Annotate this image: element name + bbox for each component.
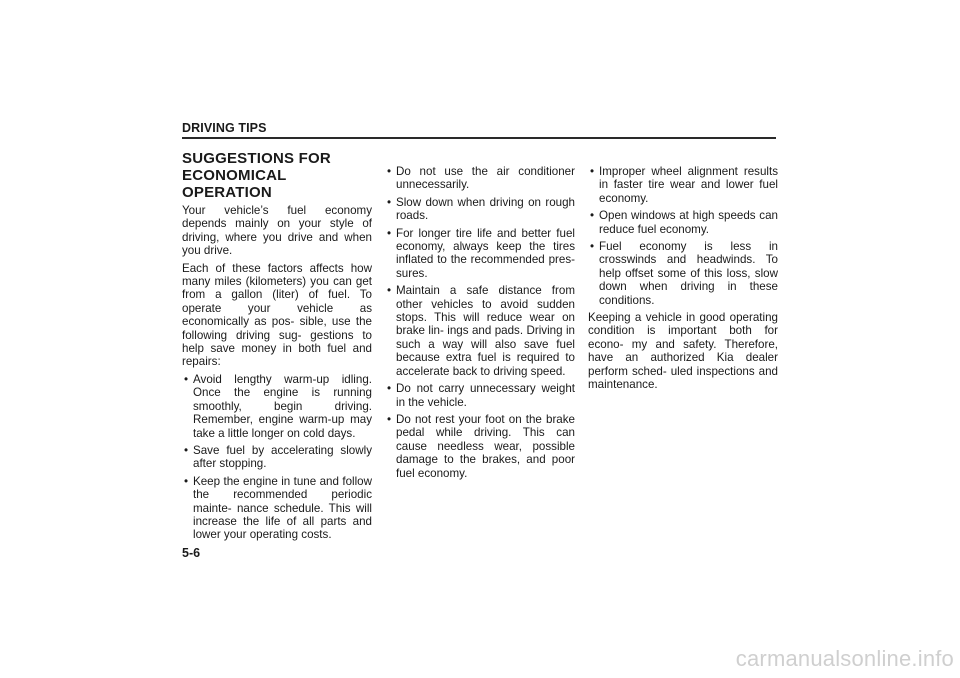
intro-paragraph-2: Each of these factors affects how many miles (kilometers) you can get from a gallon (liter) of fuel. To operate your vehicle as economically as pos- sible, use the following driving sug- gestions to help save money in both fuel and repairs: bbox=[182, 261, 372, 369]
list-item bbox=[385, 382, 575, 409]
list-item-text: Slow down when driving on rough roads. bbox=[396, 195, 575, 223]
list-item-text: Do not use the air conditioner unnecessarily. bbox=[396, 165, 575, 192]
list-item bbox=[385, 284, 575, 378]
list-item bbox=[385, 413, 575, 480]
list-item-text: For longer tire life and better fuel economy, always keep the tires inflated to the recommended pres- sures. bbox=[396, 226, 575, 280]
page-heading: SUGGESTIONS FOR ECONOMICAL OPERATION bbox=[182, 150, 331, 201]
bullet-icon: • bbox=[387, 412, 392, 426]
list-item bbox=[385, 165, 575, 192]
column-2 bbox=[385, 165, 575, 484]
list-item-text: Fuel economy is less in crosswinds and headwinds. To help offset some of this loss, slow down when driving in these conditions. bbox=[599, 240, 778, 307]
bullet-icon: • bbox=[590, 209, 595, 223]
header-rule bbox=[182, 137, 776, 139]
bullet-icon: • bbox=[590, 165, 595, 178]
page-number: 5-6 bbox=[182, 546, 201, 560]
bullet-icon: • bbox=[387, 382, 392, 396]
watermark: carmanualsonline.info bbox=[735, 646, 954, 671]
tips-list-2 bbox=[385, 165, 575, 480]
list-item bbox=[385, 196, 575, 223]
list-item-text: Keep the engine in tune and follow the recommended periodic mainte- nance schedule. This will increase the life of all parts and lower your operating costs. bbox=[193, 474, 372, 542]
list-item bbox=[182, 373, 372, 440]
list-item bbox=[182, 444, 372, 471]
bullet-icon: • bbox=[387, 226, 392, 240]
intro-paragraph-1: Your vehicle’s fuel economy depends mainly on your style of driving, where you drive and when you drive. bbox=[182, 204, 372, 258]
bullet-icon: • bbox=[184, 372, 189, 386]
list-item-text: Open windows at high speeds can reduce fuel economy. bbox=[599, 209, 778, 236]
column-1 bbox=[182, 150, 372, 546]
section-header: DRIVING TIPS bbox=[182, 121, 267, 135]
bullet-icon: • bbox=[184, 443, 189, 457]
tips-list-3 bbox=[588, 165, 778, 307]
list-item-text: Save fuel by accelerating slowly after stopping. bbox=[193, 443, 372, 471]
list-item bbox=[182, 475, 372, 542]
list-item bbox=[385, 227, 575, 281]
list-item-text: Do not carry unnecessary weight in the vehicle. bbox=[396, 382, 575, 409]
list-item bbox=[588, 240, 778, 307]
list-item-text: Maintain a safe distance from other vehicles to avoid sudden stops. This will reduce wear on brake lin- ings and pads. Driving in such a way will also save fuel because extra fuel is required to accelerate back to driving speed. bbox=[396, 284, 575, 378]
list-item-text: Avoid lengthy warm-up idling. Once the engine is running smoothly, begin driving. Remember, engine warm-up may take a little longer on cold days. bbox=[193, 372, 372, 440]
bullet-icon: • bbox=[590, 240, 595, 254]
column-3 bbox=[588, 165, 778, 396]
bullet-icon: • bbox=[387, 195, 392, 209]
bullet-icon: • bbox=[184, 474, 189, 488]
list-item-text: Do not rest your foot on the brake pedal while driving. This can cause needless wear, possible damage to the brakes, and poor fuel economy. bbox=[396, 412, 575, 480]
closing-paragraph: Keeping a vehicle in good operating condition is important both for econo- my and safety. Therefore, have an authorized Kia dealer perform sched- uled inspections and maintenance. bbox=[588, 311, 778, 392]
list-item bbox=[588, 165, 778, 205]
tips-list-1 bbox=[182, 373, 372, 542]
bullet-icon: • bbox=[387, 165, 392, 178]
list-item-text: Improper wheel alignment results in faster tire wear and lower fuel economy. bbox=[599, 165, 778, 205]
list-item bbox=[588, 209, 778, 236]
bullet-icon: • bbox=[387, 284, 392, 298]
